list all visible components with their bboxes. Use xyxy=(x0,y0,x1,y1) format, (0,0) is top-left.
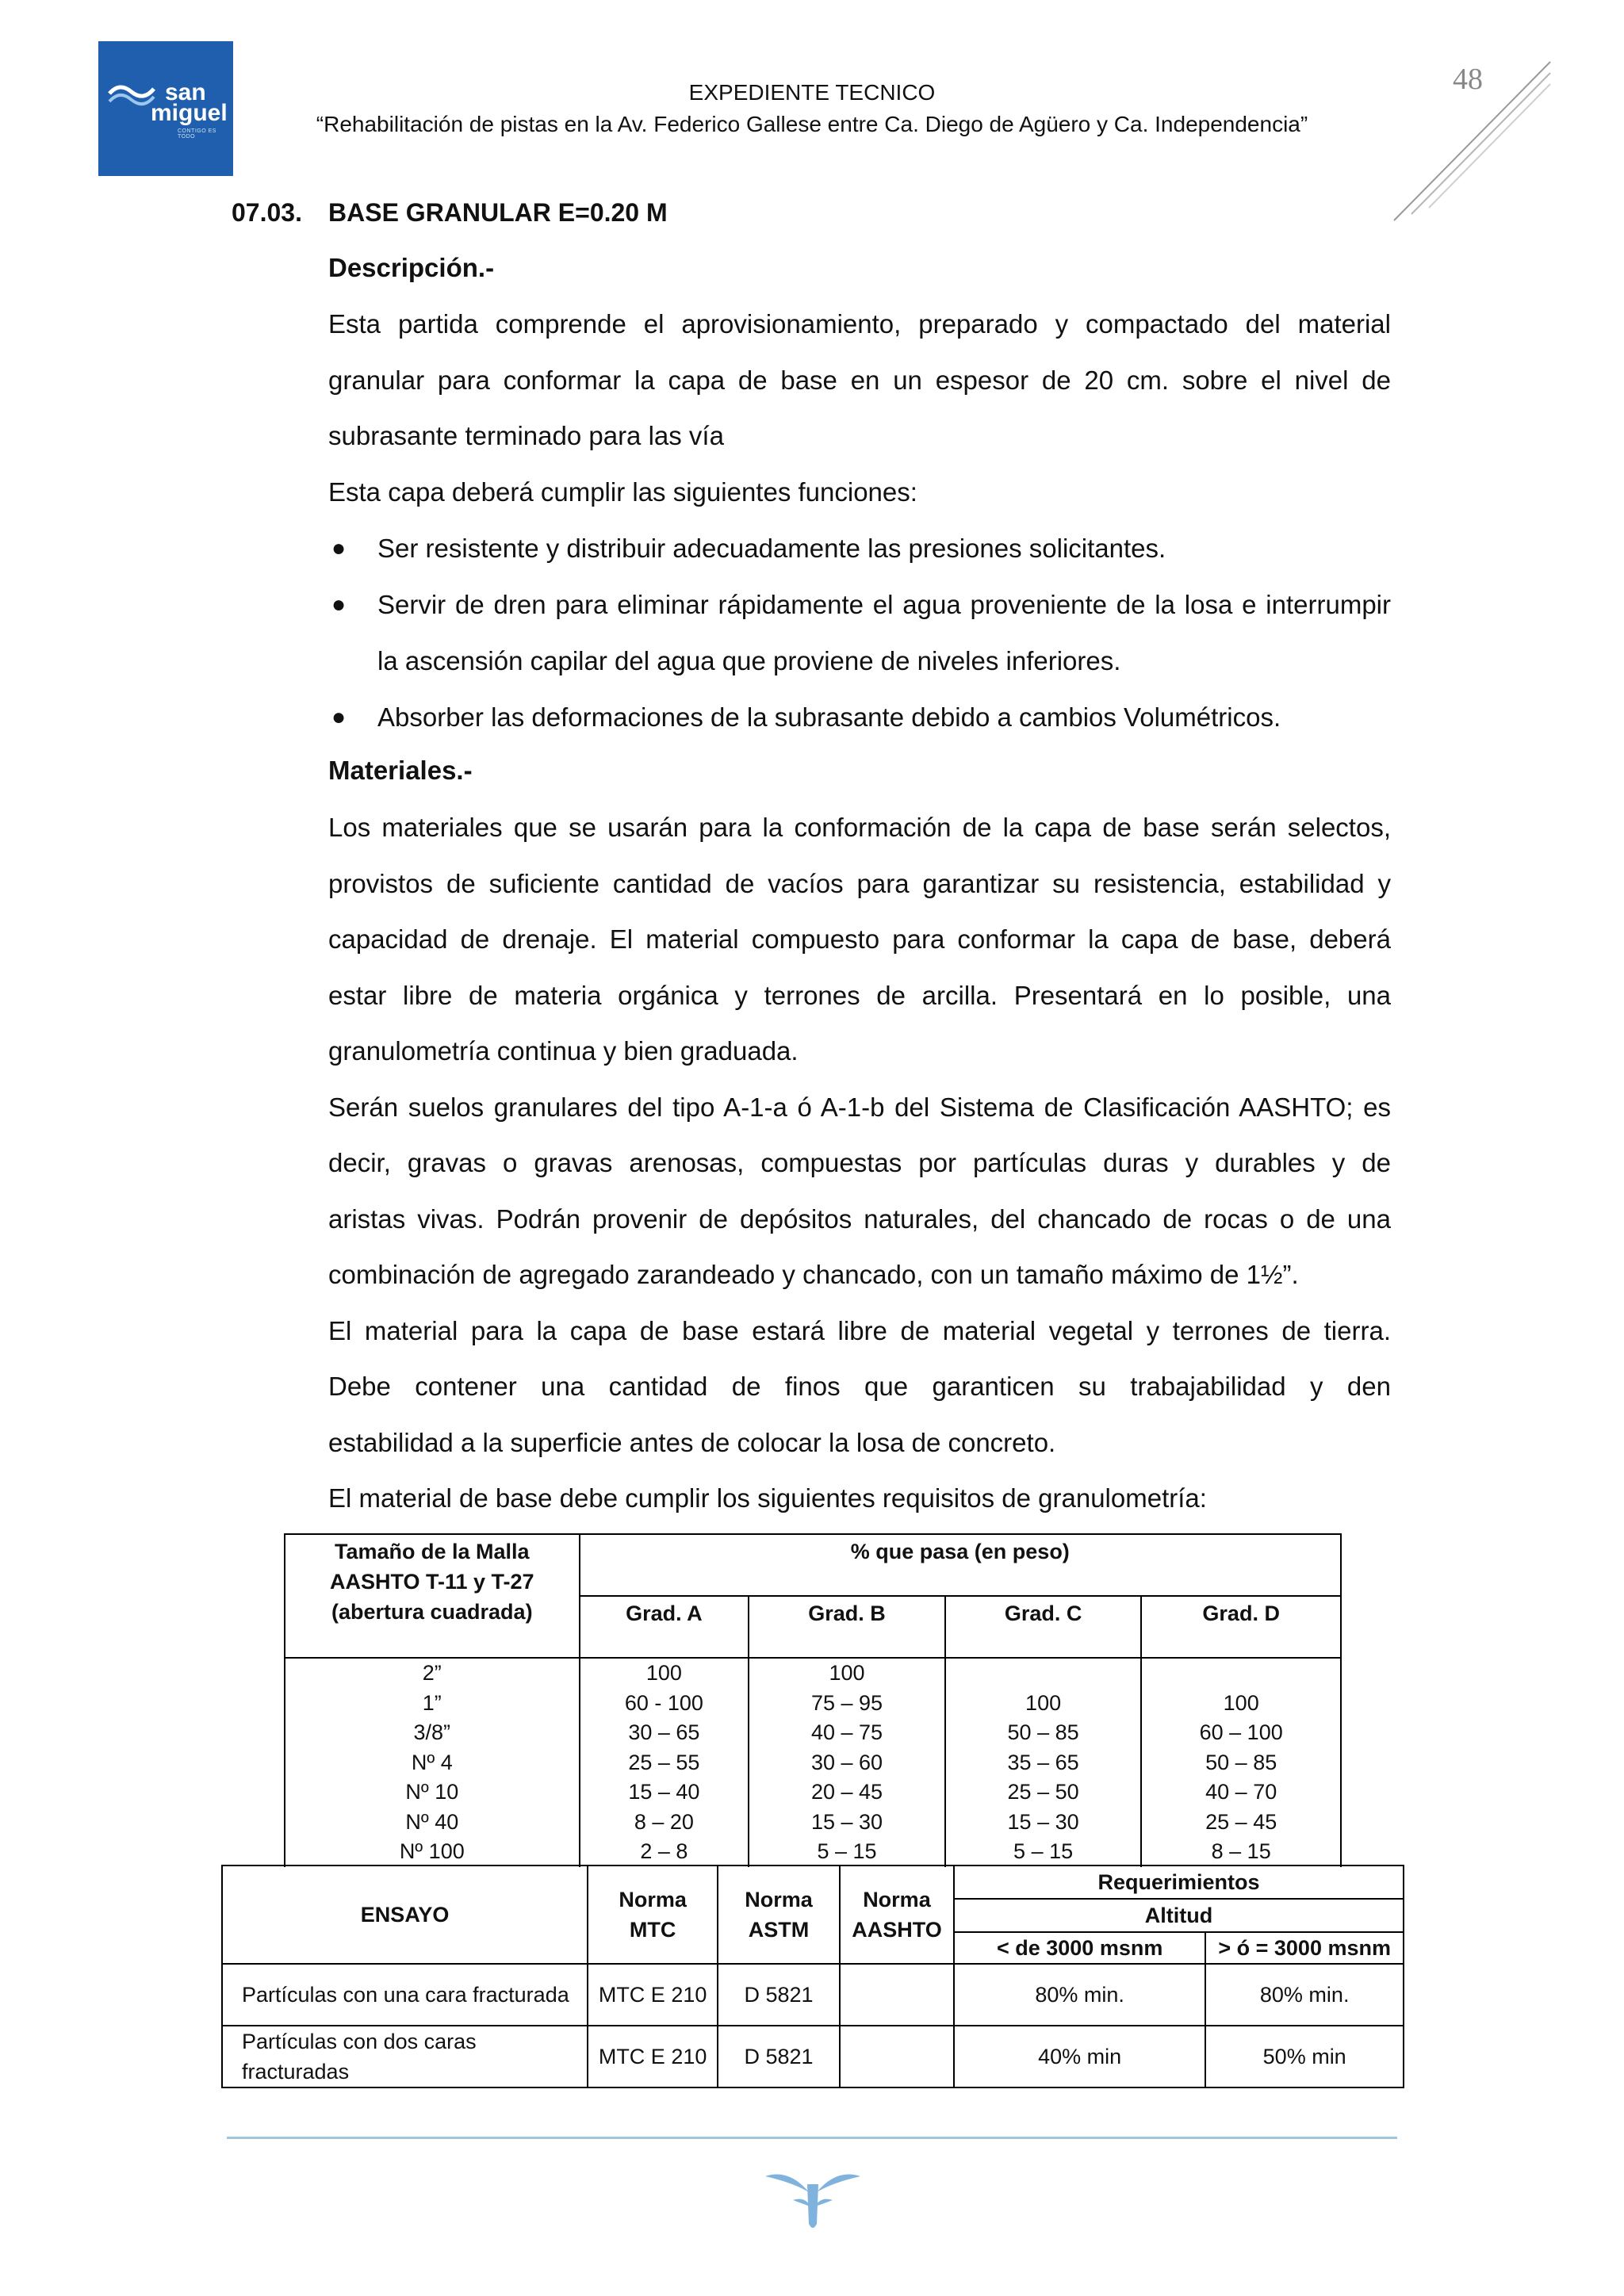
text-line: combinación de agregado zarandeado y chancado, con un tamaño máximo de 1½”. xyxy=(328,1260,1299,1289)
norma-astm-header: Norma ASTM xyxy=(718,1866,840,1964)
bullet-icon: ● xyxy=(331,704,347,730)
low-altitude-cell: 80% min. xyxy=(954,1964,1205,2026)
table-cell: 25 – 45 xyxy=(1205,1809,1277,1834)
text-line: Esta partida comprende el aprovisionamiento, preparado y compactado del material xyxy=(328,309,1391,339)
table-cell: 100 xyxy=(1025,1690,1062,1715)
text-line: estabilidad a la superficie antes de colocar la losa de concreto. xyxy=(328,1427,1056,1457)
mtc-cell: MTC E 210 xyxy=(588,1964,718,2026)
table-cell: 5 – 15 xyxy=(817,1839,877,1863)
grad-d-column xyxy=(1141,1658,1341,1867)
text-line: provistos de suficiente cantidad de vacíos para garantizar su resistencia, estabilidad y xyxy=(328,868,1391,898)
aashto-cell xyxy=(840,1964,954,2026)
table-cell: 40 – 75 xyxy=(810,1720,883,1744)
text-line: decir, gravas o gravas arenosas, compuestas por partículas duras y durables y de xyxy=(328,1148,1391,1177)
grad-a-column xyxy=(580,1658,749,1867)
table-cell: 25 – 55 xyxy=(628,1750,700,1774)
table-cell: 3/8” xyxy=(413,1720,451,1744)
table-cell: 20 – 45 xyxy=(810,1780,883,1804)
table-cell: 35 – 65 xyxy=(1007,1750,1079,1774)
low-altitude-cell: 40% min xyxy=(954,2026,1205,2087)
table-cell: 15 – 40 xyxy=(628,1780,700,1804)
table-cell: 15 – 30 xyxy=(1007,1809,1079,1834)
table-cell: 2” xyxy=(422,1661,442,1685)
text-line: estar libre de materia orgánica y terrones de arcilla. Presentará en lo posible, una xyxy=(328,980,1391,1010)
mesh-size-column xyxy=(285,1658,580,1867)
astm-cell: D 5821 xyxy=(718,1964,840,2026)
table-cell: 100 xyxy=(645,1661,682,1685)
table-cell: Nº 100 xyxy=(399,1839,465,1863)
granulometria-intro: El material de base debe cumplir los siguientes requisitos de granulometría: xyxy=(328,1483,1207,1513)
table-cell: Nº 10 xyxy=(405,1780,459,1804)
text-line: Debe contener una cantidad de finos que garanticen su trabajabilidad y den xyxy=(328,1372,1391,1401)
table-row xyxy=(222,1964,1404,2026)
text-line: granular para conformar la capa de base en un espesor de 20 cm. sobre el nivel de xyxy=(328,365,1391,395)
gradation-table xyxy=(284,1533,1342,1867)
aashto-cell xyxy=(840,2026,954,2087)
astm-cell: D 5821 xyxy=(718,2026,840,2087)
ensayo-header: ENSAYO xyxy=(222,1866,588,1964)
text-line: Serán suelos granulares del tipo A-1-a ó A-1-b del Sistema de Clasificación AASHTO; es xyxy=(328,1092,1391,1122)
table-cell: 8 – 15 xyxy=(1211,1839,1271,1863)
bullet-icon: ● xyxy=(331,591,347,618)
table-cell: Nº 4 xyxy=(411,1750,453,1774)
table-cell: 100 xyxy=(1223,1690,1259,1715)
materiales-paragraph-1 xyxy=(328,800,1391,1527)
high-altitude-cell: 50% min xyxy=(1205,2026,1404,2087)
table-cell: 2 – 8 xyxy=(640,1839,688,1863)
requirements-table xyxy=(221,1865,1404,2088)
table-cell: 30 – 65 xyxy=(628,1720,700,1744)
text-line: subrasante terminado para las vía xyxy=(328,421,724,450)
corner-decoration-icon xyxy=(1388,55,1554,230)
bullet-text: Absorber las deformaciones de la subrasante debido a cambios Volumétricos. xyxy=(377,702,1281,732)
table-cell: 75 – 95 xyxy=(810,1690,883,1715)
mesh-size-header: Tamaño de la Malla AASHTO T-11 y T-27 (abertura cuadrada) xyxy=(285,1534,580,1658)
table-cell: 5 – 15 xyxy=(1013,1839,1074,1863)
table-cell: 60 – 100 xyxy=(1199,1720,1283,1744)
requerimientos-header: Requerimientos xyxy=(954,1866,1404,1899)
table-cell: 1” xyxy=(422,1690,442,1715)
municipality-logo xyxy=(98,41,233,176)
table-cell xyxy=(946,1659,1141,1689)
bullet-text: Ser resistente y distribuir adecuadamente las presiones solicitantes. xyxy=(377,534,1166,563)
table-cell: 60 - 100 xyxy=(624,1690,703,1715)
altitude-low-header: < de 3000 msnm xyxy=(954,1932,1205,1964)
mtc-cell: MTC E 210 xyxy=(588,2026,718,2087)
table-cell: Nº 40 xyxy=(405,1809,459,1834)
high-altitude-cell: 80% min. xyxy=(1205,1964,1404,2026)
table-cell: 15 – 30 xyxy=(810,1809,883,1834)
table-cell: 100 xyxy=(829,1661,865,1685)
text-line: aristas vivas. Podrán provenir de depósitos naturales, del chancado de rocas o de una xyxy=(328,1203,1391,1234)
altitude-high-header: > ó = 3000 msnm xyxy=(1205,1932,1404,1964)
grad-b-header: Grad. B xyxy=(749,1596,945,1658)
descripcion-heading: Descripción.- xyxy=(328,253,495,282)
materiales-heading: Materiales.- xyxy=(328,756,473,785)
text-line: El material para la capa de base estará libre de material vegetal y terrones de tierra. xyxy=(328,1315,1391,1345)
footer-bird-logo-icon xyxy=(761,2160,864,2240)
table-cell xyxy=(1142,1659,1340,1689)
ensayo-cell: Partículas con dos caras fracturadas xyxy=(222,2026,588,2087)
table-cell: 30 – 60 xyxy=(810,1750,883,1774)
document-subtitle: “Rehabilitación de pistas en la Av. Federico Gallese entre Ca. Diego de Agüero y Ca. Independencia” xyxy=(316,112,1308,136)
text-line: capacidad de drenaje. El material compuesto para conformar la capa de base, deberá xyxy=(328,924,1391,954)
table-cell: 50 – 85 xyxy=(1007,1720,1079,1744)
table-row xyxy=(222,2026,1404,2087)
altitud-header: Altitud xyxy=(954,1899,1404,1932)
grad-c-header: Grad. C xyxy=(945,1596,1142,1658)
ensayo-cell: Partículas con una cara fracturada xyxy=(222,1964,588,2026)
table-cell: 8 – 20 xyxy=(634,1809,694,1834)
grad-a-header: Grad. A xyxy=(580,1596,749,1658)
logo-text-san: san xyxy=(165,79,206,105)
text-line: granulometría continua y bien graduada. xyxy=(328,1036,799,1066)
page-number: 48 xyxy=(1453,63,1483,96)
table-cell: 40 – 70 xyxy=(1205,1780,1277,1804)
footer-divider xyxy=(227,2137,1397,2139)
funciones-intro: Esta capa deberá cumplir las siguientes funciones: xyxy=(328,476,917,507)
table-cell: 50 – 85 xyxy=(1205,1750,1277,1774)
norma-aashto-header: Norma AASHTO xyxy=(840,1866,954,1964)
bullet-icon: ● xyxy=(331,535,347,561)
norma-mtc-header: Norma MTC xyxy=(588,1866,718,1964)
document-title: EXPEDIENTE TECNICO xyxy=(688,80,936,105)
logo-text-miguel: miguel xyxy=(151,100,228,126)
grad-b-column xyxy=(749,1658,945,1867)
text-line: Los materiales que se usarán para la conformación de la capa de base serán selectos, xyxy=(328,813,1391,842)
descripcion-paragraph xyxy=(328,297,1391,520)
table-cell: 25 – 50 xyxy=(1007,1780,1079,1804)
logo-tagline: CONTIGO ES TODO xyxy=(178,128,216,140)
section-title: BASE GRANULAR E=0.20 M xyxy=(328,198,668,227)
grad-d-header: Grad. D xyxy=(1141,1596,1341,1658)
grad-c-column xyxy=(945,1658,1142,1867)
bullet-text: Servir de dren para eliminar rápidamente el agua proveniente de la losa e interrumpir la ascensión capilar del agua que proviene de niveles inferiores. xyxy=(377,590,1391,675)
percent-passing-header: % que pasa (en peso) xyxy=(580,1534,1341,1596)
section-number: 07.03. xyxy=(232,198,302,227)
